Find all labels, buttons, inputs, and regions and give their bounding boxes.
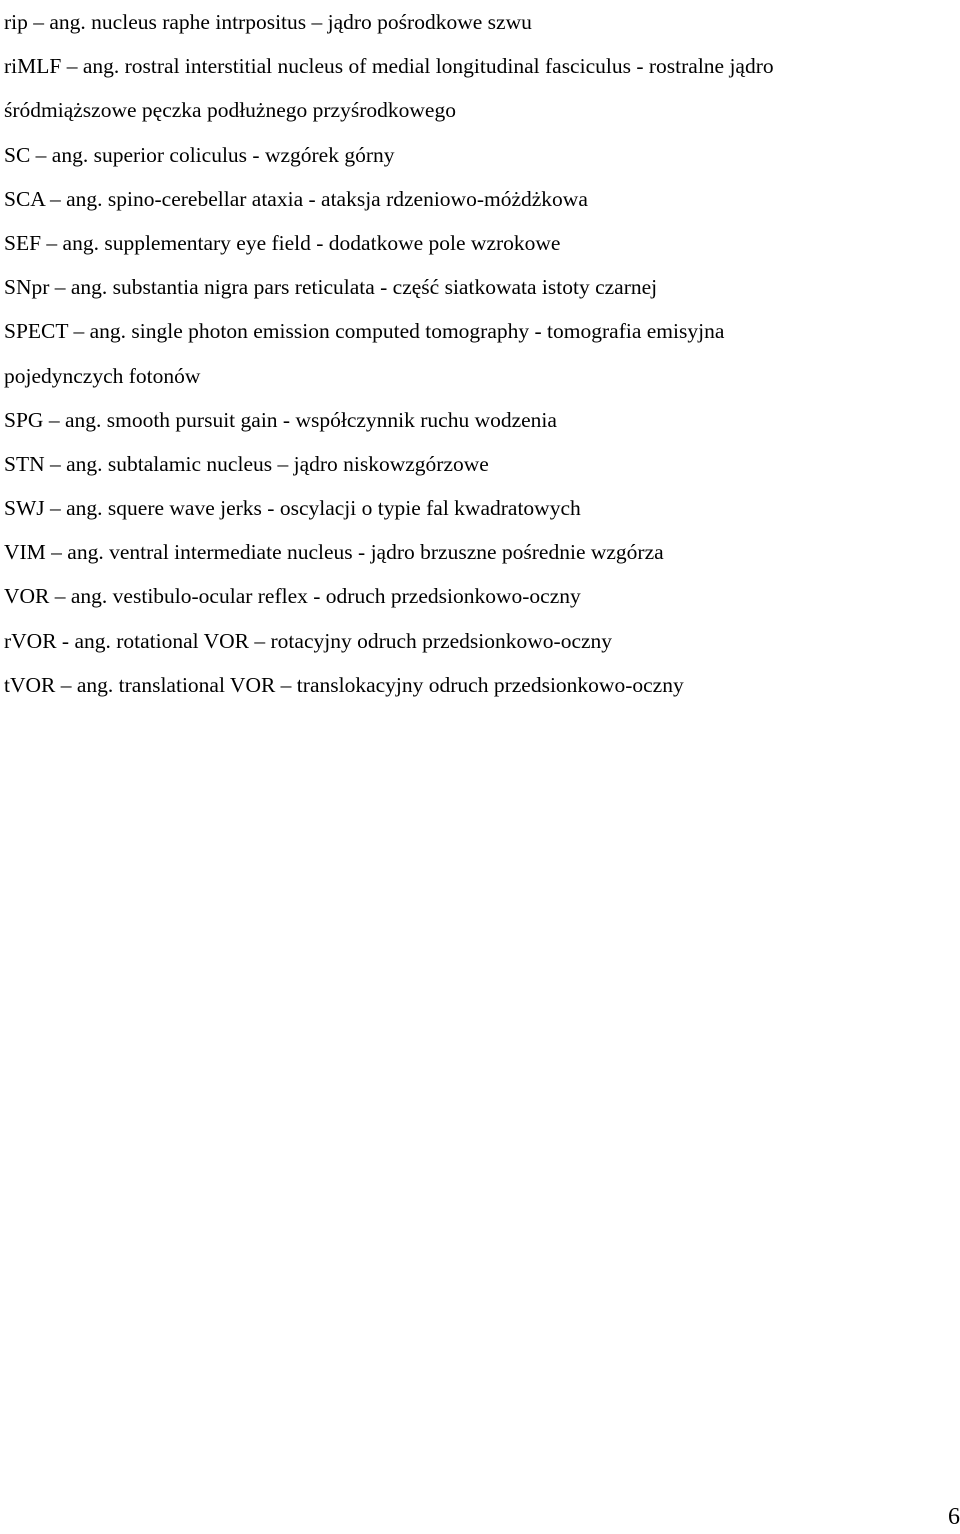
- abbreviation-line: SC – ang. superior coliculus - wzgórek górny: [4, 142, 395, 167]
- abbreviation-line: rip – ang. nucleus raphe intrpositus – jądro pośrodkowe szwu: [4, 10, 532, 34]
- abbreviation-line: STN – ang. subtalamic nucleus – jądro niskowzgórzowe: [4, 451, 489, 476]
- abbreviation-line: SWJ – ang. squere wave jerks - oscylacji o typie fal kwadratowych: [4, 496, 581, 521]
- abbreviation-line: SPG – ang. smooth pursuit gain - współczynnik ruchu wodzenia: [4, 407, 557, 432]
- abbreviation-line: SNpr – ang. substantia nigra pars reticulata - część siatkowata istoty czarnej: [4, 275, 658, 300]
- abbreviation-line: VIM – ang. ventral intermediate nucleus - jądro brzuszne pośrednie wzgórza: [4, 540, 664, 565]
- abbreviation-line: SEF – ang. supplementary eye field - dodatkowe pole wzrokowe: [4, 230, 561, 255]
- abbreviation-line: rVOR - ang. rotational VOR – rotacyjny odruch przedsionkowo-oczny: [4, 628, 613, 653]
- abbreviation-line: tVOR – ang. translational VOR – translokacyjny odruch przedsionkowo-oczny: [4, 672, 684, 697]
- abbreviation-line: SPECT – ang. single photon emission computed tomography - tomografia emisyjna: [4, 319, 725, 344]
- abbreviation-line: riMLF – ang. rostral interstitial nucleus of medial longitudinal fasciculus - rostralne jądro: [4, 54, 774, 79]
- abbreviation-line: VOR – ang. vestibulo-ocular reflex - odruch przedsionkowo-oczny: [4, 584, 581, 609]
- abbreviation-line: śródmiąższowe pęczka podłużnego przyśrodkowego: [4, 98, 456, 123]
- abbreviation-line: pojedynczych fotonów: [4, 363, 201, 388]
- abbreviation-list: [4, 0, 954, 707]
- abbreviation-line: SCA – ang. spino-cerebellar ataxia - ataksja rdzeniowo-móżdżkowa: [4, 186, 588, 211]
- page-number: 6: [948, 1504, 960, 1530]
